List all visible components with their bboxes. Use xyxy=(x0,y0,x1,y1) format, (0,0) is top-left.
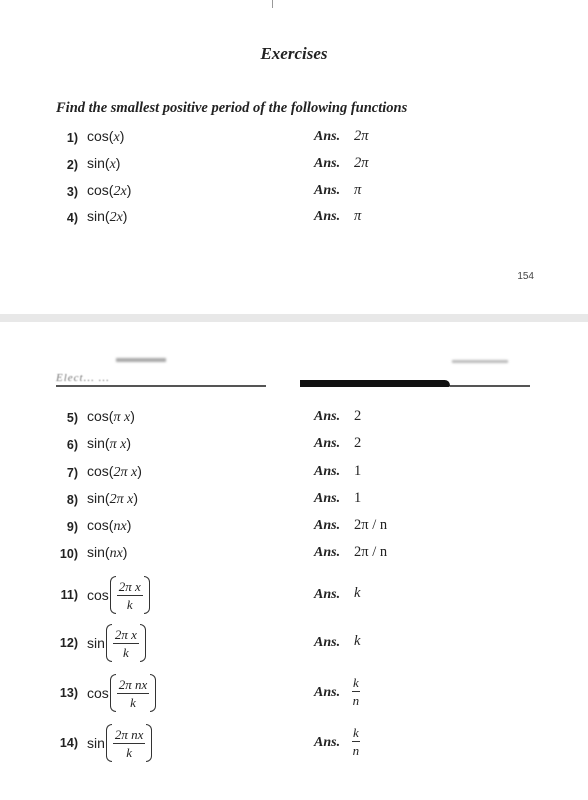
answer-label: Ans. xyxy=(314,735,341,750)
exercise-number: 11) xyxy=(60,588,78,602)
exercise-number: 4) xyxy=(66,211,78,225)
exercise-number: 6) xyxy=(66,438,78,452)
answer-label: Ans. xyxy=(314,587,341,602)
answer-value: 2π / n xyxy=(354,517,388,533)
exercise-row xyxy=(0,670,588,716)
exercise-number: 2) xyxy=(66,158,78,172)
exercise-function: cos(nx) xyxy=(87,517,132,534)
exercise-row xyxy=(0,461,588,485)
exercise-row xyxy=(0,720,588,766)
exercise-number: 10) xyxy=(59,547,78,561)
answer-fraction: k n xyxy=(352,725,360,758)
exercise-function: cos $\frac{\text{2π x}}{k}$ xyxy=(87,572,150,618)
answer-label: Ans. xyxy=(314,409,341,424)
exercise-function: cos(x) xyxy=(87,128,125,145)
exercise-function: cos $\frac{\text{2π nx}}{k}$ xyxy=(87,670,156,716)
answer-label: Ans. xyxy=(314,436,341,451)
answer-value: k xyxy=(354,633,361,649)
faded-header-mark xyxy=(452,360,508,363)
exercise-function: sin(2π x) xyxy=(87,490,138,507)
exercise-function: sin $\frac{\text{2π nx}}{k}$ xyxy=(87,720,152,766)
exercise-function: sin(π x) xyxy=(87,435,131,452)
exercise-row xyxy=(0,620,588,666)
answer-label: Ans. xyxy=(314,183,341,198)
exercise-function: cos(2π x) xyxy=(87,463,142,480)
answer-value: 2 xyxy=(354,435,362,451)
exercise-number: 14) xyxy=(59,736,78,750)
exercise-row xyxy=(0,572,588,618)
answer-value: 2π xyxy=(354,155,369,171)
crop-mark xyxy=(272,0,273,8)
answer-label: Ans. xyxy=(314,685,341,700)
exercise-number: 7) xyxy=(66,466,78,480)
answer-value: π xyxy=(354,182,362,198)
answer-value: 2 xyxy=(354,408,362,424)
exercise-row xyxy=(0,406,588,430)
exercise-row xyxy=(0,153,588,177)
exercise-number: 1) xyxy=(66,131,78,145)
answer-value: 1 xyxy=(354,490,362,506)
page-2 xyxy=(0,322,588,800)
exercise-function: cos(π x) xyxy=(87,408,135,425)
answer-fraction: k n xyxy=(352,675,360,708)
answer-label: Ans. xyxy=(314,129,341,144)
answer-label: Ans. xyxy=(314,635,341,650)
faded-header-mark xyxy=(116,358,166,362)
exercise-number: 8) xyxy=(66,493,78,507)
page-number: 154 xyxy=(517,271,534,282)
header-rule-thick xyxy=(300,380,450,387)
exercise-number: 3) xyxy=(66,185,78,199)
exercise-number: 9) xyxy=(66,520,78,534)
answer-value: k xyxy=(354,585,361,601)
exercise-row xyxy=(0,515,588,539)
answer-label: Ans. xyxy=(314,491,341,506)
exercise-row xyxy=(0,180,588,204)
answer-label: Ans. xyxy=(314,209,341,224)
exercise-row xyxy=(0,433,588,457)
exercise-function: cos(2x) xyxy=(87,182,132,199)
answer-label: Ans. xyxy=(314,518,341,533)
exercise-row xyxy=(0,488,588,512)
exercise-function: sin(nx) xyxy=(87,544,128,561)
exercise-function: sin $\frac{\text{2π x}}{k}$ xyxy=(87,620,146,666)
exercise-number: 13) xyxy=(59,686,78,700)
answer-value: π xyxy=(354,208,362,224)
exercise-row xyxy=(0,542,588,566)
answer-value: 1 xyxy=(354,463,362,479)
exercise-number: 12) xyxy=(59,636,78,650)
instruction-text: Find the smallest positive period of the following functions xyxy=(56,100,408,116)
header-rule xyxy=(450,385,530,387)
answer-value: 2π / n xyxy=(354,544,388,560)
answer-value: 2π xyxy=(354,128,369,144)
exercise-row xyxy=(0,206,588,230)
page-title: Exercises xyxy=(260,44,328,63)
running-header: Elect... ... xyxy=(56,372,110,384)
answer-label: Ans. xyxy=(314,464,341,479)
answer-label: Ans. xyxy=(314,156,341,171)
exercise-function: sin(2x) xyxy=(87,208,128,225)
answer-label: Ans. xyxy=(314,545,341,560)
exercise-function: sin(x) xyxy=(87,155,121,172)
header-rule xyxy=(56,385,266,387)
exercise-number: 5) xyxy=(66,411,78,425)
exercise-row xyxy=(0,126,588,150)
page-1 xyxy=(0,0,588,314)
